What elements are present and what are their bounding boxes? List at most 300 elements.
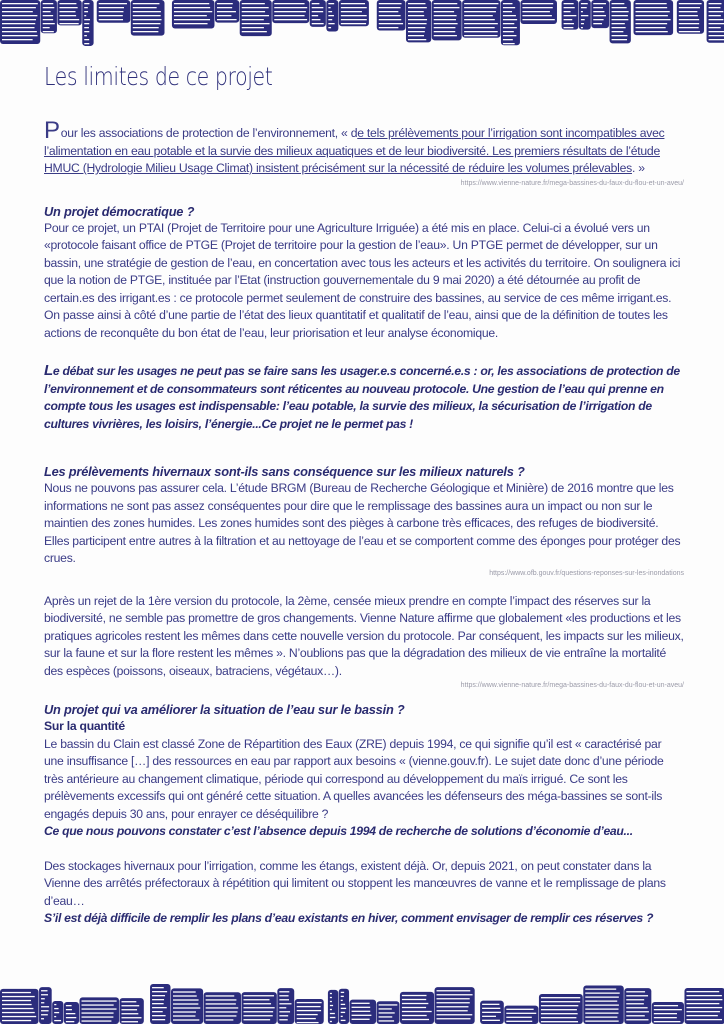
ornament-stripe bbox=[593, 15, 606, 16]
ornament-stripe bbox=[464, 15, 493, 16]
ornament-stripe bbox=[43, 19, 53, 20]
ornament-stripe bbox=[2, 39, 33, 40]
ornament-stripe bbox=[437, 990, 471, 991]
ornament-stripe bbox=[121, 1021, 138, 1022]
ornament-stripe bbox=[434, 3, 458, 4]
ornament-stripe bbox=[585, 996, 619, 997]
ornament-stripe bbox=[2, 1008, 33, 1009]
ornament-stripe bbox=[341, 15, 367, 16]
ornament-stripe bbox=[503, 31, 514, 32]
ornament-block bbox=[562, 0, 579, 30]
ornament-stripe bbox=[312, 3, 320, 4]
ornament-stripe bbox=[274, 7, 307, 8]
ornament-stripe bbox=[121, 1013, 138, 1014]
ornament-stripe bbox=[43, 23, 55, 24]
ornament-stripe bbox=[626, 991, 645, 992]
ornament-stripe bbox=[408, 19, 427, 20]
ornament-stripe bbox=[173, 1015, 195, 1016]
ornament-stripe bbox=[352, 1019, 370, 1020]
ornament-stripe bbox=[43, 7, 55, 8]
ornament-stripe bbox=[2, 35, 38, 36]
ornament-stripe bbox=[84, 15, 86, 16]
ornament-stripe bbox=[612, 31, 624, 32]
ornament-stripe bbox=[242, 3, 265, 4]
ornament-stripe bbox=[274, 19, 307, 20]
drop-cap: P bbox=[44, 117, 60, 144]
ornament-stripe bbox=[464, 23, 498, 24]
ornament-stripe bbox=[41, 994, 48, 995]
ornament-stripe bbox=[328, 15, 334, 16]
ornament-stripe bbox=[564, 27, 574, 28]
ornament-stripe bbox=[41, 1010, 49, 1011]
ornament-stripe bbox=[330, 1013, 335, 1014]
ornament-stripe bbox=[408, 39, 426, 40]
ornament-stripe bbox=[330, 1009, 332, 1010]
ornament-block bbox=[0, 989, 39, 1024]
ornament-stripe bbox=[564, 23, 574, 24]
ornament-stripe bbox=[564, 7, 575, 8]
ornament-stripe bbox=[434, 19, 456, 20]
ornament-stripe bbox=[482, 1004, 499, 1005]
ornament-stripe bbox=[82, 1000, 117, 1001]
ornament-stripe bbox=[174, 11, 212, 12]
ornament-stripe bbox=[41, 1018, 44, 1019]
ornament-stripe bbox=[593, 3, 606, 4]
ornament-stripe bbox=[686, 1015, 717, 1016]
ornament-stripe bbox=[612, 3, 625, 4]
ornament-stripe bbox=[152, 991, 167, 992]
ornament-stripe bbox=[379, 27, 399, 28]
ornament-stripe bbox=[41, 1006, 49, 1007]
ornament-stripe bbox=[43, 31, 54, 32]
ornament-stripe bbox=[379, 1016, 393, 1017]
paragraph: Après un rejet de la 1ère version du protocole, la 2ème, censée mieux prendre en compte l’impact des réserves sur la biodiversité, ne semble pas promettre de gros changements. Vienne Nature affirme que globalement «les productions et les pratiques agricoles restent les mêmes dans cette nouvelle version du protocole. Par conséquent, les impacts sur les milieux, sur la faune et sur la flore restent les mêmes ». N’oublions pas que la dégradation des milieux de vie entraîne la mortalité des espèces (poissons, oiseaux, batraciens, végétaux…). bbox=[44, 593, 684, 678]
ornament-block bbox=[684, 988, 724, 1024]
ornament-stripe bbox=[54, 1012, 59, 1013]
ornament-stripe bbox=[121, 1009, 137, 1010]
ornament-stripe bbox=[585, 1008, 618, 1009]
ornament-stripe bbox=[709, 7, 721, 8]
ornament-stripe bbox=[244, 1003, 272, 1004]
ornament-stripe bbox=[581, 3, 588, 4]
ornament-stripe bbox=[379, 1012, 395, 1013]
ornament-stripe bbox=[341, 11, 362, 12]
ornament-stripe bbox=[408, 23, 427, 24]
ornament-stripe bbox=[503, 15, 516, 16]
ornament-stripe bbox=[341, 23, 366, 24]
ornament-stripe bbox=[152, 1019, 165, 1020]
ornament-stripe bbox=[503, 3, 513, 4]
ornament-stripe bbox=[133, 19, 162, 20]
ornament-stripe bbox=[174, 23, 208, 24]
ornament-stripe bbox=[626, 1007, 647, 1008]
ornament-stripe bbox=[279, 1015, 288, 1016]
ornament-stripe bbox=[152, 999, 164, 1000]
ornament-stripe bbox=[686, 1003, 719, 1004]
ornament-stripe bbox=[654, 1009, 682, 1010]
ornament-stripe bbox=[679, 23, 699, 24]
ornament-stripe bbox=[99, 3, 127, 4]
ornament-stripe bbox=[636, 23, 668, 24]
ornament-stripe bbox=[2, 1012, 35, 1013]
ornament-stripe bbox=[522, 11, 549, 12]
ornament-stripe bbox=[174, 3, 209, 4]
ornament-stripe bbox=[312, 23, 324, 24]
decorative-bottom-border bbox=[0, 984, 724, 1024]
ornament-stripe bbox=[2, 1000, 31, 1001]
ornament-stripe bbox=[217, 7, 232, 8]
ornament-stripe bbox=[626, 1015, 645, 1016]
ornament-stripe bbox=[686, 1011, 719, 1012]
ornament-stripe bbox=[437, 1014, 473, 1015]
paragraph: Des stockages hivernaux pour l’irrigation, comme les étangs, existent déjà. Or, depuis 2021, on peut constater dans la Vienne des arrêtés préfectoraux à répétition qui limitent ou stoppent les manœuvres de vanne et le remplissage de plans d’eau… bbox=[44, 858, 666, 908]
ornament-block bbox=[634, 0, 674, 35]
ornament-stripe bbox=[174, 7, 210, 8]
ornament-stripe bbox=[244, 1019, 271, 1020]
ornament-stripe bbox=[66, 1017, 76, 1018]
ornament-stripe bbox=[686, 999, 722, 1000]
ornament-stripe bbox=[585, 992, 619, 993]
ornament-stripe bbox=[636, 31, 668, 32]
ornament-stripe bbox=[328, 19, 332, 20]
ornament-stripe bbox=[133, 31, 159, 32]
ornament-stripe bbox=[66, 1009, 72, 1010]
ornament-stripe bbox=[581, 11, 583, 12]
ornament-block bbox=[624, 988, 651, 1024]
ornament-stripe bbox=[133, 11, 161, 12]
ornament-stripe bbox=[217, 11, 236, 12]
ornament-stripe bbox=[242, 7, 269, 8]
ornament-stripe bbox=[133, 3, 160, 4]
ornament-stripe bbox=[585, 1012, 618, 1013]
ornament-stripe bbox=[522, 3, 553, 4]
ornament-stripe bbox=[686, 1019, 722, 1020]
ornament-stripe bbox=[206, 1007, 239, 1008]
ornament-stripe bbox=[59, 15, 76, 16]
ornament-stripe bbox=[626, 999, 644, 1000]
ornament-stripe bbox=[379, 19, 401, 20]
ornament-stripe bbox=[341, 1008, 346, 1009]
ornament-stripe bbox=[636, 7, 668, 8]
emphasis-text: e débat sur les usages ne peut pas se faire sans les usager.e.s concerné.e.s : or, les associations de protection de l’environnement et de consommateurs sont réticentes au nouveau protocole. Une gestion de l’eau qui prenne en compte tous les usages est indispensable: l’eau potable, la survie des milieux, la sécurisation de l’irrigation de cultures vivrières, les loisirs, l’énergie...Ce projet ne le permet pas ! bbox=[44, 364, 680, 431]
ornament-stripe bbox=[585, 1016, 617, 1017]
ornament-stripe bbox=[206, 1011, 238, 1012]
ornament-stripe bbox=[2, 996, 35, 997]
ornament-stripe bbox=[636, 15, 668, 16]
ornament-stripe bbox=[464, 11, 496, 12]
ornament-block bbox=[328, 990, 338, 1024]
ornament-block bbox=[610, 0, 631, 43]
ornament-stripe bbox=[328, 3, 334, 4]
ornament-stripe bbox=[437, 1010, 468, 1011]
article-body bbox=[44, 117, 684, 928]
ornament-stripe bbox=[482, 1016, 496, 1017]
ornament-stripe bbox=[581, 15, 588, 16]
source-link[interactable]: https://www.ofb.gouv.fr/questions-reponses-sur-les-inondations bbox=[489, 569, 684, 577]
ornament-stripe bbox=[99, 15, 123, 16]
ornament-stripe bbox=[312, 7, 324, 8]
ornament-stripe bbox=[654, 1005, 678, 1006]
ornament-stripe bbox=[612, 23, 625, 24]
ornament-stripe bbox=[54, 1004, 56, 1005]
section-heading-winter-withdrawals: Les prélèvements hivernaux sont-ils sans conséquence sur les milieux naturels ? bbox=[44, 464, 525, 479]
ornament-stripe bbox=[402, 1019, 429, 1020]
ornament-stripe bbox=[133, 7, 157, 8]
ornament-stripe bbox=[402, 1011, 432, 1012]
ornament-stripe bbox=[297, 1010, 321, 1011]
ornament-stripe bbox=[503, 23, 514, 24]
ornament-stripe bbox=[206, 995, 235, 996]
ornament-stripe bbox=[437, 1002, 470, 1003]
ornament-stripe bbox=[709, 35, 724, 36]
ornament-stripe bbox=[503, 43, 515, 44]
ornament-stripe bbox=[274, 3, 304, 4]
ornament-stripe bbox=[679, 27, 699, 28]
ornament-stripe bbox=[541, 997, 580, 998]
ornament-stripe bbox=[242, 11, 265, 12]
paragraph: Le bassin du Clain est classé Zone de Répartition des Eaux (ZRE) depuis 1994, ce qui signifie qu’il est « caractérisé par une insuffisance […] des ressources en eau par rapport aux besoins « (vienne.gouv.fr). Le sujet date donc d’une période très antérieure au changement climatique, période qui correspond au développement du maïs irrigué. Ce sont les prélèvements excessifs qui ont généré cette situation. A quelles avancées les défenseurs des méga-bassines se sont-ils engagés depuis 30 ans, pour enrayer ce déséquilibre ? bbox=[44, 736, 664, 821]
ornament-stripe bbox=[279, 1007, 286, 1008]
emphasis-paragraph: Ce que nous pouvons constater c’est l’absence depuis 1994 de recherche de solutions d’économie d’eau... bbox=[44, 824, 633, 838]
ornament-stripe bbox=[408, 3, 425, 4]
ornament-stripe bbox=[84, 7, 88, 8]
ornament-stripe bbox=[541, 1017, 576, 1018]
ornament-stripe bbox=[84, 3, 89, 4]
ornament-stripe bbox=[437, 1018, 471, 1019]
source-link[interactable]: https://www.vienne-nature.fr/mega-bassines-du-faux-du-flou-et-un-aveu/ bbox=[460, 179, 684, 187]
ornament-stripe bbox=[341, 19, 367, 20]
ornament-stripe bbox=[84, 43, 89, 44]
emphasis-paragraph: S’il est déjà difficile de remplir les plans d’eau existants en hiver, comment envisager de remplir ces réserves ? bbox=[44, 911, 654, 925]
ornament-stripe bbox=[585, 988, 616, 989]
ornament-stripe bbox=[581, 23, 584, 24]
ornament-stripe bbox=[330, 993, 332, 994]
ornament-stripe bbox=[464, 19, 495, 20]
ornament-stripe bbox=[464, 7, 496, 8]
ornament-stripe bbox=[402, 1007, 426, 1008]
ornament-stripe bbox=[312, 15, 318, 16]
ornament-stripe bbox=[341, 7, 367, 8]
ornament-stripe bbox=[679, 31, 700, 32]
ornament-stripe bbox=[626, 1003, 644, 1004]
ornament-stripe bbox=[402, 995, 427, 996]
ornament-stripe bbox=[585, 1004, 619, 1005]
ornament-stripe bbox=[41, 990, 47, 991]
ornament-stripe bbox=[379, 15, 401, 16]
ornament-stripe bbox=[84, 23, 89, 24]
ornament-stripe bbox=[99, 11, 124, 12]
ornament-stripe bbox=[297, 1002, 322, 1003]
ornament-stripe bbox=[434, 7, 460, 8]
ornament-stripe bbox=[279, 991, 289, 992]
ornament-stripe bbox=[274, 15, 304, 16]
ornament-stripe bbox=[2, 1020, 31, 1021]
ornament-stripe bbox=[330, 1017, 335, 1018]
ornament-stripe bbox=[121, 1017, 141, 1018]
ornament-stripe bbox=[581, 27, 583, 28]
ornament-stripe bbox=[173, 1011, 196, 1012]
ornament-block bbox=[171, 988, 203, 1024]
ornament-stripe bbox=[612, 7, 627, 8]
ornament-stripe bbox=[612, 15, 628, 16]
ornament-stripe bbox=[709, 19, 724, 20]
ornament-stripe bbox=[84, 39, 89, 40]
ornament-stripe bbox=[679, 11, 698, 12]
ornament-stripe bbox=[43, 27, 50, 28]
ornament-stripe bbox=[379, 11, 399, 12]
ornament-stripe bbox=[173, 1007, 200, 1008]
intro-quote: e tels prélèvements pour l’irrigation sont incompatibles avec l’alimentation en eau potable et la survie des milieux aquatiques et de leur biodiversité. Les premiers résultats de l’étude HMUC (Hydrologie Milieu Usage Climat) insistent précisément sur la nécessité de réduire les volumes prélevables bbox=[44, 126, 665, 175]
intro-paragraph bbox=[44, 117, 684, 178]
ornament-stripe bbox=[482, 1012, 501, 1013]
ornament-stripe bbox=[41, 1002, 44, 1003]
ornament-stripe bbox=[133, 23, 161, 24]
ornament-stripe bbox=[408, 7, 427, 8]
ornament-stripe bbox=[686, 1007, 722, 1008]
ornament-stripe bbox=[173, 1003, 198, 1004]
ornament-stripe bbox=[2, 11, 33, 12]
ornament-stripe bbox=[2, 23, 35, 24]
ornament-stripe bbox=[66, 1021, 74, 1022]
ornament-stripe bbox=[2, 3, 38, 4]
ornament-stripe bbox=[244, 995, 275, 996]
ornament-stripe bbox=[612, 35, 628, 36]
ornament-stripe bbox=[686, 995, 721, 996]
source-link[interactable]: https://www.vienne-nature.fr/mega-bassines-du-faux-du-flou-et-un-aveu/ bbox=[460, 682, 684, 689]
ornament-stripe bbox=[709, 31, 724, 32]
ornament-stripe bbox=[173, 999, 199, 1000]
ornament-stripe bbox=[66, 1005, 72, 1006]
ornament-stripe bbox=[506, 1009, 533, 1010]
ornament-stripe bbox=[341, 1016, 343, 1017]
ornament-stripe bbox=[84, 19, 90, 20]
ornament-stripe bbox=[503, 35, 516, 36]
ornament-stripe bbox=[506, 1013, 536, 1014]
ornament-stripe bbox=[297, 1014, 318, 1015]
ornament-stripe bbox=[2, 15, 37, 16]
ornament-stripe bbox=[152, 1011, 163, 1012]
ornament-stripe bbox=[506, 1021, 532, 1022]
ornament-stripe bbox=[217, 19, 237, 20]
ornament-stripe bbox=[654, 1013, 677, 1014]
ornament-stripe bbox=[341, 996, 344, 997]
ornament-stripe bbox=[54, 1016, 56, 1017]
ornament-stripe bbox=[206, 1015, 237, 1016]
ornament-stripe bbox=[152, 987, 164, 988]
ornament-stripe bbox=[99, 19, 123, 20]
paragraph: Pour ce projet, un PTAI (Projet de Territoire pour une Agriculture Irriguée) a été mis en place. Celui-ci a évolué vers un «protocole faisant office de PTGE (Projet de territoire pour la gestion de l’eau». Un PTGE permet de développer, sur un bassin, une stratégie de gestion de l’eau, en concertation avec tous les acteurs et les activités du territoire. On soulignera ici que la notion de PTGE, instituée par l’Etat (instruction gouvernementale du 9 mai 2020) a été détournée au profit de certain.es des irrigant.es : ce protocole permet seulement de construire des bassines, au service de ces même irrigant.es. bbox=[44, 220, 681, 305]
ornament-stripe bbox=[612, 11, 629, 12]
ornament-stripe bbox=[279, 999, 289, 1000]
ornament-stripe bbox=[581, 7, 587, 8]
ornament-block bbox=[539, 994, 583, 1024]
ornament-stripe bbox=[626, 995, 648, 996]
ornament-stripe bbox=[59, 11, 75, 12]
ornament-stripe bbox=[522, 15, 551, 16]
ornament-stripe bbox=[437, 1006, 469, 1007]
ornament-stripe bbox=[217, 3, 233, 4]
ornament-stripe bbox=[82, 1020, 112, 1021]
ornament-block bbox=[579, 0, 591, 30]
ornament-stripe bbox=[434, 15, 457, 16]
ornament-stripe bbox=[593, 11, 604, 12]
decorative-top-border bbox=[0, 0, 724, 46]
ornament-stripe bbox=[593, 19, 603, 20]
ornament-stripe bbox=[379, 23, 403, 24]
ornament-stripe bbox=[330, 997, 332, 998]
ornament-stripe bbox=[279, 1019, 287, 1020]
ornament-stripe bbox=[541, 1001, 580, 1002]
ornament-stripe bbox=[506, 1017, 532, 1018]
ornament-stripe bbox=[464, 31, 498, 32]
ornament-stripe bbox=[152, 1007, 167, 1008]
ornament-stripe bbox=[59, 23, 78, 24]
ornament-stripe bbox=[612, 19, 629, 20]
ornament-stripe bbox=[679, 7, 700, 8]
ornament-stripe bbox=[679, 19, 699, 20]
ornament-stripe bbox=[82, 1008, 117, 1009]
ornament-stripe bbox=[564, 3, 574, 4]
ornament-stripe bbox=[2, 1016, 36, 1017]
ornament-stripe bbox=[379, 7, 401, 8]
ornament-block bbox=[677, 0, 704, 34]
ornament-stripe bbox=[82, 1004, 114, 1005]
ornament-stripe bbox=[503, 19, 517, 20]
ornament-stripe bbox=[312, 11, 323, 12]
ornament-stripe bbox=[379, 1008, 392, 1009]
ornament-stripe bbox=[244, 1011, 274, 1012]
ornament-stripe bbox=[686, 991, 719, 992]
ornament-stripe bbox=[564, 11, 571, 12]
ornament-stripe bbox=[341, 1020, 346, 1021]
ornament-stripe bbox=[173, 991, 196, 992]
ornament-stripe bbox=[482, 1008, 500, 1009]
ornament-stripe bbox=[434, 35, 457, 36]
ornament-stripe bbox=[636, 11, 670, 12]
ornament-stripe bbox=[279, 1003, 291, 1004]
subheading: Sur la quantité bbox=[44, 719, 125, 733]
ornament-stripe bbox=[352, 1007, 371, 1008]
section-heading-water-situation: Un projet qui va améliorer la situation de l’eau sur le bassin ? bbox=[44, 702, 405, 717]
ornament-stripe bbox=[152, 1015, 166, 1016]
ornament-stripe bbox=[59, 3, 76, 4]
ornament-stripe bbox=[121, 1005, 139, 1006]
ornament-stripe bbox=[503, 7, 515, 8]
paragraph: On passe ainsi à côté d’une partie de l’état des lieux quantitatif et qualitatif de l’eau, ainsi que de la définition de toutes les actions de reconquête du bon état de l’eau, leur priorisation et leur analyse économique. bbox=[44, 308, 668, 340]
ornament-stripe bbox=[585, 1020, 618, 1021]
ornament-stripe bbox=[59, 7, 77, 8]
ornament-block bbox=[0, 0, 40, 44]
ornament-stripe bbox=[709, 3, 722, 4]
ornament-stripe bbox=[244, 1007, 275, 1008]
ornament-stripe bbox=[274, 11, 306, 12]
ornament-stripe bbox=[636, 3, 667, 4]
ornament-block bbox=[501, 0, 520, 45]
ornament-stripe bbox=[352, 1015, 372, 1016]
ornament-stripe bbox=[330, 1005, 333, 1006]
ornament-stripe bbox=[2, 7, 36, 8]
ornament-stripe bbox=[434, 27, 456, 28]
ornament-stripe bbox=[341, 1004, 345, 1005]
ornament-stripe bbox=[541, 1009, 577, 1010]
ornament-stripe bbox=[709, 15, 721, 16]
ornament-stripe bbox=[152, 995, 165, 996]
ornament-stripe bbox=[328, 23, 334, 24]
ornament-stripe bbox=[41, 998, 45, 999]
ornament-stripe bbox=[99, 7, 124, 8]
ornament-stripe bbox=[279, 995, 288, 996]
ornament-stripe bbox=[585, 1000, 617, 1001]
